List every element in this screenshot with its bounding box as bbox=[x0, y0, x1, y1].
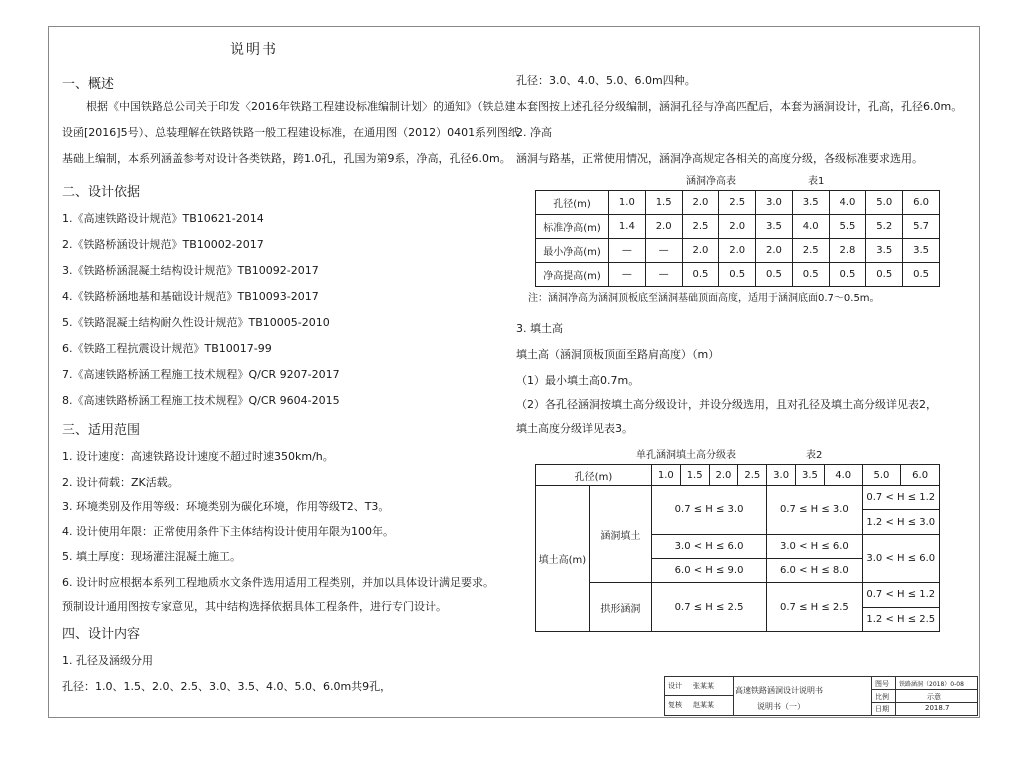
table1-cell: 2.0 bbox=[756, 239, 793, 263]
basis-item: 3.《铁路桥涵混凝土结构设计规范》TB10092-2017 bbox=[62, 264, 319, 277]
right-text-line: 涵洞与路基，正常使用情况，涵洞净高规定各相关的高度分级，各级标准要求选用。 bbox=[516, 152, 923, 165]
table1-col: 2.5 bbox=[719, 191, 756, 215]
basis-item: 1.《高速铁路设计规范》TB10621-2014 bbox=[62, 212, 264, 225]
basis-item: 8.《高速铁路桥涵工程施工技术规程》Q/CR 9604-2015 bbox=[62, 394, 340, 407]
overview-line-2: 设函[2016]5号）、总装理解在铁路铁路一般工程建设标准，在通用图（2012）0401系列图纸 bbox=[62, 126, 520, 139]
right-text-line: 孔径：3.0、4.0、5.0、6.0m四种。 bbox=[516, 74, 696, 87]
table1-cell: 0.5 bbox=[719, 263, 756, 287]
right-subheading-clearance: 2. 净高 bbox=[516, 126, 552, 139]
table2-col: 6.0 bbox=[901, 465, 940, 486]
table2-cell: 3.0 < H ≤ 6.0 bbox=[651, 534, 766, 558]
basis-item: 5.《铁路混凝土结构耐久性设计规范》TB10005-2010 bbox=[62, 316, 330, 329]
table1-note: 注：涵洞净高为涵洞顶板底至涵洞基础顶面高度，适用于涵洞底面0.7～0.5m。 bbox=[528, 293, 880, 304]
table1-row-header: 标准净高(m) bbox=[536, 215, 609, 239]
overview-line-1: 根据《中国铁路总公司关于印发〈2016年铁路工程建设标准编制计划〉的通知》（铁总建 bbox=[86, 100, 516, 113]
content-item: 1. 孔径及涵级分用 bbox=[62, 654, 153, 667]
right-text-line: 本套图按上述孔径分级编制，涵洞孔径与净高匹配后，本套为涵洞设计，孔高，孔径6.0m。 bbox=[516, 100, 963, 113]
table2-cell: 0.7 < H ≤ 1.2 bbox=[862, 583, 939, 607]
table2-col: 1.0 bbox=[651, 465, 680, 486]
table2-subgroup-a: 涵洞填土 bbox=[589, 486, 651, 583]
table1-cell: 5.7 bbox=[903, 215, 940, 239]
table1-cell: 2.0 bbox=[682, 239, 719, 263]
table1-cell: 2.8 bbox=[829, 239, 866, 263]
table2-col: 2.0 bbox=[709, 465, 738, 486]
section-scope-heading: 三、适用范围 bbox=[62, 423, 141, 438]
scope-item: 4. 设计使用年限：正常使用条件下主体结构设计使用年限为100年。 bbox=[62, 525, 394, 538]
table2-cell: 3.0 < H ≤ 6.0 bbox=[767, 534, 862, 558]
table2-cell: 6.0 < H ≤ 9.0 bbox=[651, 559, 766, 583]
table1-cell: 1.4 bbox=[609, 215, 646, 239]
table2-col: 5.0 bbox=[862, 465, 901, 486]
table2-cell: 1.2 < H ≤ 3.0 bbox=[862, 510, 939, 534]
scope-item: 2. 设计荷载：ZK活载。 bbox=[62, 476, 179, 489]
table1-cell: 3.5 bbox=[903, 239, 940, 263]
table1-cell: — bbox=[609, 263, 646, 287]
table2-caption: 单孔涵洞填土高分级表 bbox=[636, 450, 736, 461]
table1-cell: 2.0 bbox=[719, 239, 756, 263]
table1-col: 1.0 bbox=[609, 191, 646, 215]
tb-ratio-label: 比例 bbox=[875, 693, 889, 701]
table1-cell: 2.5 bbox=[792, 239, 829, 263]
table1-cell: — bbox=[645, 263, 682, 287]
section-basis-heading: 二、设计依据 bbox=[62, 185, 141, 200]
overview-line-3: 基础上编制，本系列涵盖参考对设计各类铁路，跨1.0孔，孔国为第9系，净高，孔径6.0m。 bbox=[62, 152, 511, 165]
table2-cell: 3.0 < H ≤ 6.0 bbox=[862, 534, 939, 583]
table1-col: 3.0 bbox=[756, 191, 793, 215]
table2-cell: 0.7 ≤ H ≤ 3.0 bbox=[767, 486, 862, 535]
table1-cell: 0.5 bbox=[756, 263, 793, 287]
table2-col: 2.5 bbox=[738, 465, 767, 486]
right-subheading-fill: 3. 填土高 bbox=[516, 322, 563, 335]
table1-cell: 0.5 bbox=[682, 263, 719, 287]
basis-item: 2.《铁路桥涵设计规范》TB10002-2017 bbox=[62, 238, 264, 251]
right-text-line: 填土高（涵洞顶板顶面至路肩高度）（m） bbox=[516, 348, 720, 361]
basis-item: 4.《铁路桥涵地基和基础设计规范》TB10093-2017 bbox=[62, 290, 319, 303]
title-block bbox=[664, 676, 978, 716]
table1-caption: 涵洞净高表 bbox=[686, 176, 736, 187]
table1-cell: — bbox=[609, 239, 646, 263]
table2-label: 表2 bbox=[806, 450, 823, 461]
table2-cell: 0.7 < H ≤ 1.2 bbox=[862, 486, 939, 510]
table2-fill-height bbox=[535, 464, 940, 632]
table1-cell: 5.2 bbox=[866, 215, 903, 239]
table2-col: 4.0 bbox=[824, 465, 862, 486]
table2-col: 3.0 bbox=[767, 465, 796, 486]
table1-row-header: 孔径(m) bbox=[536, 191, 609, 215]
table2-header-label: 孔径(m) bbox=[536, 465, 652, 486]
table2-cell: 1.2 < H ≤ 2.5 bbox=[862, 607, 939, 631]
table2-subgroup-b: 拱形涵洞 bbox=[589, 583, 651, 632]
table1-cell: 2.5 bbox=[682, 215, 719, 239]
table2-row-group-label: 填土高(m) bbox=[536, 486, 590, 632]
document-title: 说明书 bbox=[230, 42, 278, 58]
scope-item: 5. 填土厚度：现场灌注混凝土施工。 bbox=[62, 550, 241, 563]
section-content-heading: 四、设计内容 bbox=[62, 627, 141, 642]
tb-design-name: 张某某 bbox=[693, 682, 714, 690]
table1-clearance bbox=[535, 190, 940, 287]
table1-cell: 0.5 bbox=[829, 263, 866, 287]
tb-design-label: 设计 bbox=[668, 682, 682, 690]
table2-cell: 6.0 < H ≤ 8.0 bbox=[767, 559, 862, 583]
table1-row-header: 最小净高(m) bbox=[536, 239, 609, 263]
table1-cell: — bbox=[645, 239, 682, 263]
table1-col: 1.5 bbox=[645, 191, 682, 215]
table2-cell: 0.7 ≤ H ≤ 3.0 bbox=[651, 486, 766, 535]
basis-item: 7.《高速铁路桥涵工程施工技术规程》Q/CR 9207-2017 bbox=[62, 368, 340, 381]
table2-col: 3.5 bbox=[796, 465, 825, 486]
table1-col: 3.5 bbox=[792, 191, 829, 215]
content-item: 孔径：1.0、1.5、2.0、2.5、3.0、3.5、4.0、5.0、6.0m共9孔， bbox=[62, 680, 392, 693]
table1-col: 4.0 bbox=[829, 191, 866, 215]
table1-cell: 0.5 bbox=[903, 263, 940, 287]
table1-col: 5.0 bbox=[866, 191, 903, 215]
basis-item: 6.《铁路工程抗震设计规范》TB10017-99 bbox=[62, 342, 272, 355]
scope-item: 1. 设计速度：高速铁路设计速度不超过时速350km/h。 bbox=[62, 450, 334, 463]
table1-cell: 3.5 bbox=[866, 239, 903, 263]
tb-plan-label: 图号 bbox=[875, 680, 889, 688]
table1-cell: 4.0 bbox=[792, 215, 829, 239]
table1-label: 表1 bbox=[808, 176, 825, 187]
tb-date-value: 2018.7 bbox=[925, 704, 950, 712]
table1-cell: 5.5 bbox=[829, 215, 866, 239]
right-text-line: 填土高度分级详见表3。 bbox=[516, 422, 633, 435]
tb-check-label: 复核 bbox=[668, 701, 682, 709]
tb-drawing-title: 高速铁路涵洞设计说明书 bbox=[735, 686, 823, 695]
table1-col: 2.0 bbox=[682, 191, 719, 215]
scope-item: 预制设计通用图按专家意见，其中结构选择依据具体工程条件，进行专门设计。 bbox=[62, 600, 447, 613]
table2-col: 1.5 bbox=[680, 465, 709, 486]
table2-cell: 0.7 ≤ H ≤ 2.5 bbox=[767, 583, 862, 632]
right-text-line: （1）最小填土高0.7m。 bbox=[516, 374, 640, 387]
scope-item: 6. 设计时应根据本系列工程地质水文条件选用适用工程类别，并加以具体设计满足要求。 bbox=[62, 576, 494, 589]
tb-ratio-value: 示意 bbox=[927, 693, 941, 701]
table1-cell: 2.0 bbox=[645, 215, 682, 239]
tb-plan-no: 铁路涵洞（2018）0-08 bbox=[899, 681, 964, 688]
table1-cell: 2.0 bbox=[719, 215, 756, 239]
tb-drawing-sub: 说明书（一） bbox=[757, 702, 805, 711]
scope-item: 3. 环境类别及作用等级：环境类别为碳化环境，作用等级T2、T3。 bbox=[62, 500, 390, 513]
tb-date-label: 日期 bbox=[875, 705, 889, 713]
table1-cell: 3.5 bbox=[756, 215, 793, 239]
right-text-line: （2）各孔径涵洞按填土高分级设计，并设分级选用，且对孔径及填土高分级详见表2， bbox=[516, 398, 937, 411]
table2-cell: 0.7 ≤ H ≤ 2.5 bbox=[651, 583, 766, 632]
section-overview-heading: 一、概述 bbox=[62, 77, 115, 92]
table1-col: 6.0 bbox=[903, 191, 940, 215]
tb-check-name: 赵某某 bbox=[693, 701, 714, 709]
table1-cell: 0.5 bbox=[866, 263, 903, 287]
table1-cell: 0.5 bbox=[792, 263, 829, 287]
table1-row-header: 净高提高(m) bbox=[536, 263, 609, 287]
